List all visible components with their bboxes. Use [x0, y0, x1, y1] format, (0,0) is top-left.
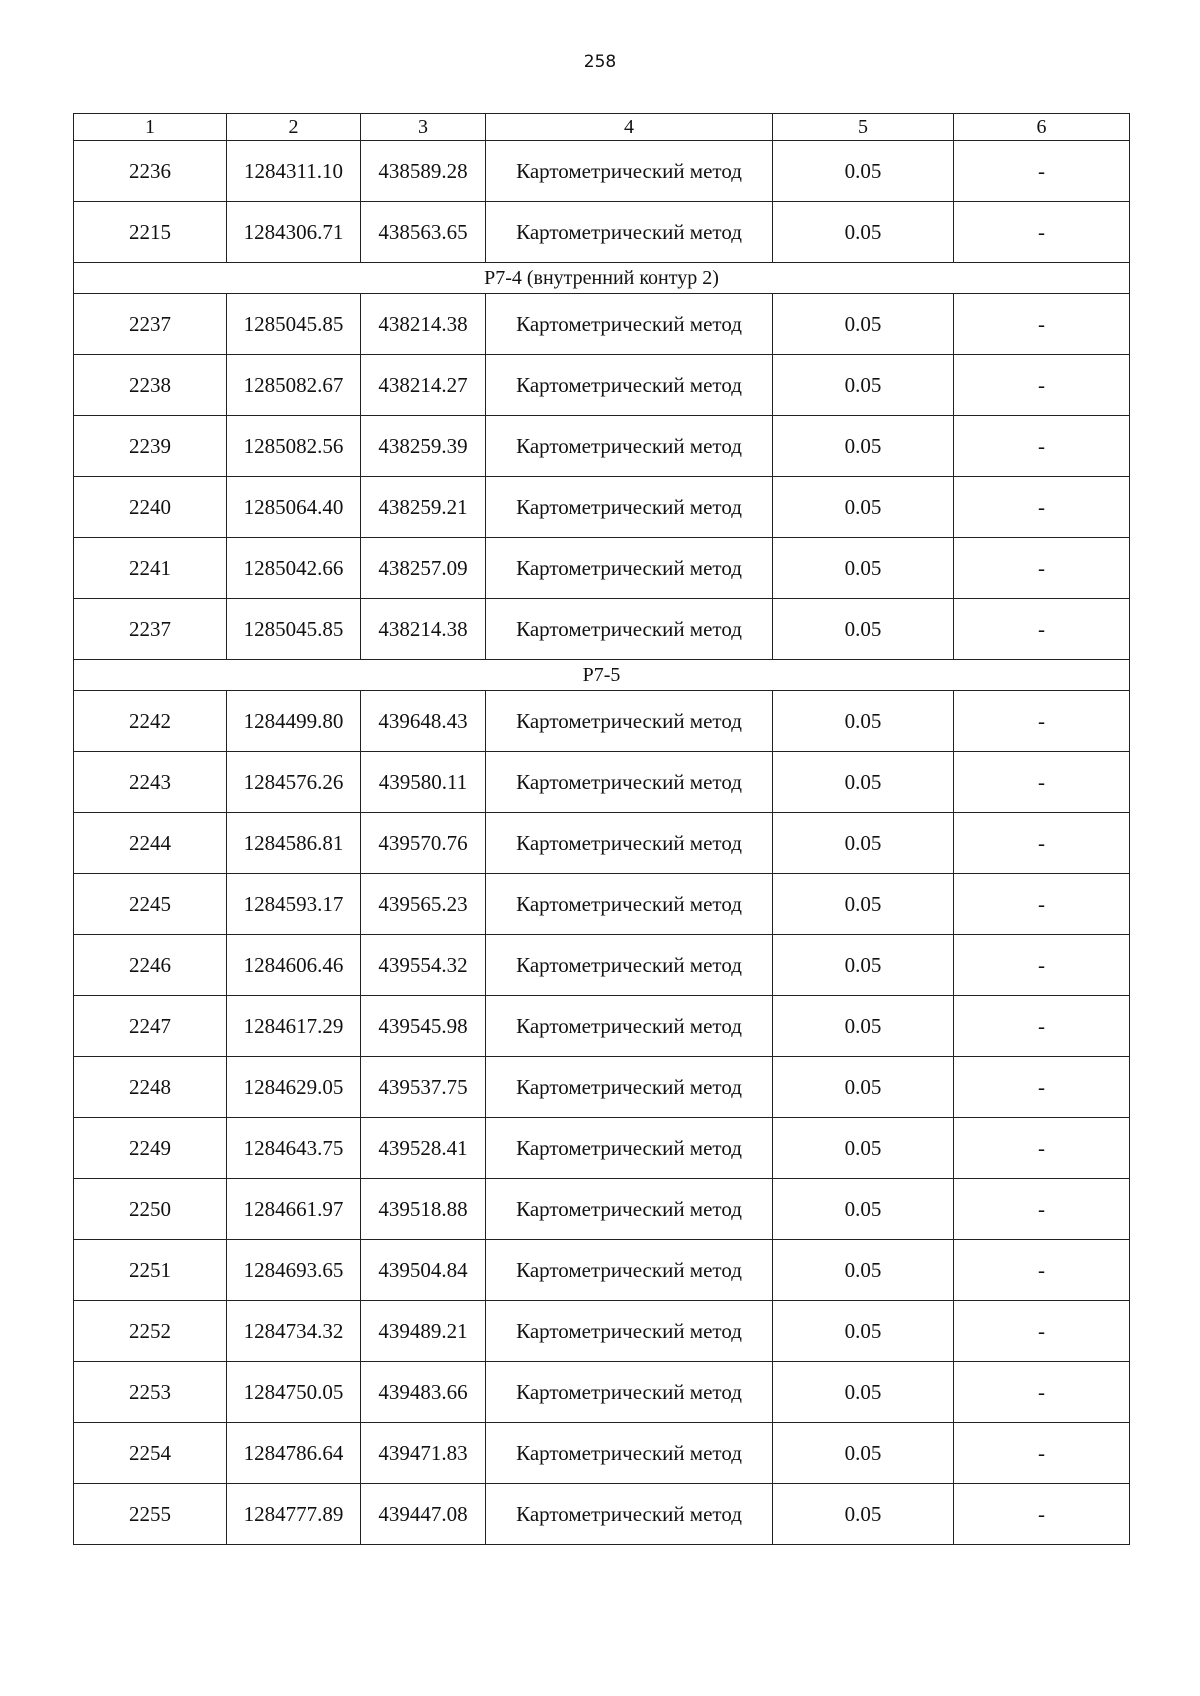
- column-header: 1: [74, 114, 227, 141]
- table-row: [74, 1240, 1130, 1301]
- table-row: [74, 202, 1130, 263]
- y-coordinate-cell: 439489.21: [361, 1301, 486, 1362]
- y-coordinate-cell: 439447.08: [361, 1484, 486, 1545]
- description-cell: -: [954, 416, 1130, 477]
- accuracy-cell: 0.05: [773, 874, 954, 935]
- description-cell: -: [954, 813, 1130, 874]
- column-header: 2: [227, 114, 361, 141]
- method-cell: Картометрический метод: [486, 996, 773, 1057]
- table-row: [74, 874, 1130, 935]
- description-cell: -: [954, 141, 1130, 202]
- x-coordinate-cell: 1284606.46: [227, 935, 361, 996]
- y-coordinate-cell: 438214.38: [361, 294, 486, 355]
- method-cell: Картометрический метод: [486, 1484, 773, 1545]
- x-coordinate-cell: 1285064.40: [227, 477, 361, 538]
- column-header: 5: [773, 114, 954, 141]
- point-number-cell: 2237: [74, 294, 227, 355]
- description-cell: -: [954, 874, 1130, 935]
- x-coordinate-cell: 1284311.10: [227, 141, 361, 202]
- x-coordinate-cell: 1285082.56: [227, 416, 361, 477]
- y-coordinate-cell: 439580.11: [361, 752, 486, 813]
- y-coordinate-cell: 439537.75: [361, 1057, 486, 1118]
- description-cell: -: [954, 1118, 1130, 1179]
- y-coordinate-cell: 438563.65: [361, 202, 486, 263]
- method-cell: Картометрический метод: [486, 202, 773, 263]
- method-cell: Картометрический метод: [486, 813, 773, 874]
- table-row: [74, 1423, 1130, 1484]
- point-number-cell: 2250: [74, 1179, 227, 1240]
- table-row: [74, 477, 1130, 538]
- method-cell: Картометрический метод: [486, 1362, 773, 1423]
- x-coordinate-cell: 1284586.81: [227, 813, 361, 874]
- y-coordinate-cell: 438257.09: [361, 538, 486, 599]
- method-cell: Картометрический метод: [486, 1301, 773, 1362]
- method-cell: Картометрический метод: [486, 477, 773, 538]
- x-coordinate-cell: 1284786.64: [227, 1423, 361, 1484]
- section-title: Р7-4 (внутренний контур 2): [74, 263, 1130, 294]
- table-row: [74, 355, 1130, 416]
- description-cell: -: [954, 691, 1130, 752]
- accuracy-cell: 0.05: [773, 1240, 954, 1301]
- x-coordinate-cell: 1284750.05: [227, 1362, 361, 1423]
- point-number-cell: 2254: [74, 1423, 227, 1484]
- point-number-cell: 2237: [74, 599, 227, 660]
- point-number-cell: 2244: [74, 813, 227, 874]
- description-cell: -: [954, 1240, 1130, 1301]
- table-row: [74, 813, 1130, 874]
- accuracy-cell: 0.05: [773, 141, 954, 202]
- method-cell: Картометрический метод: [486, 752, 773, 813]
- accuracy-cell: 0.05: [773, 1301, 954, 1362]
- y-coordinate-cell: 439483.66: [361, 1362, 486, 1423]
- table-row: [74, 416, 1130, 477]
- method-cell: Картометрический метод: [486, 1179, 773, 1240]
- accuracy-cell: 0.05: [773, 599, 954, 660]
- section-title: Р7-5: [74, 660, 1130, 691]
- method-cell: Картометрический метод: [486, 1423, 773, 1484]
- method-cell: Картометрический метод: [486, 538, 773, 599]
- point-number-cell: 2247: [74, 996, 227, 1057]
- y-coordinate-cell: 439518.88: [361, 1179, 486, 1240]
- description-cell: -: [954, 1423, 1130, 1484]
- y-coordinate-cell: 438259.21: [361, 477, 486, 538]
- point-number-cell: 2252: [74, 1301, 227, 1362]
- accuracy-cell: 0.05: [773, 1362, 954, 1423]
- point-number-cell: 2246: [74, 935, 227, 996]
- x-coordinate-cell: 1285045.85: [227, 294, 361, 355]
- accuracy-cell: 0.05: [773, 996, 954, 1057]
- accuracy-cell: 0.05: [773, 1057, 954, 1118]
- point-number-cell: 2248: [74, 1057, 227, 1118]
- x-coordinate-cell: 1284576.26: [227, 752, 361, 813]
- accuracy-cell: 0.05: [773, 416, 954, 477]
- description-cell: -: [954, 477, 1130, 538]
- y-coordinate-cell: 439648.43: [361, 691, 486, 752]
- description-cell: -: [954, 202, 1130, 263]
- table-row: [74, 1484, 1130, 1545]
- description-cell: -: [954, 294, 1130, 355]
- method-cell: Картометрический метод: [486, 355, 773, 416]
- x-coordinate-cell: 1284629.05: [227, 1057, 361, 1118]
- description-cell: -: [954, 752, 1130, 813]
- description-cell: -: [954, 996, 1130, 1057]
- x-coordinate-cell: 1284643.75: [227, 1118, 361, 1179]
- method-cell: Картометрический метод: [486, 874, 773, 935]
- table-body: [74, 114, 1130, 1545]
- accuracy-cell: 0.05: [773, 355, 954, 416]
- method-cell: Картометрический метод: [486, 294, 773, 355]
- description-cell: -: [954, 935, 1130, 996]
- table-row: [74, 141, 1130, 202]
- point-number-cell: 2239: [74, 416, 227, 477]
- x-coordinate-cell: 1284661.97: [227, 1179, 361, 1240]
- column-header: 6: [954, 114, 1130, 141]
- accuracy-cell: 0.05: [773, 1179, 954, 1240]
- y-coordinate-cell: 439565.23: [361, 874, 486, 935]
- section-row: [74, 263, 1130, 294]
- y-coordinate-cell: 439504.84: [361, 1240, 486, 1301]
- x-coordinate-cell: 1284693.65: [227, 1240, 361, 1301]
- y-coordinate-cell: 439545.98: [361, 996, 486, 1057]
- column-header: 3: [361, 114, 486, 141]
- description-cell: -: [954, 1179, 1130, 1240]
- table-row: [74, 599, 1130, 660]
- description-cell: -: [954, 1301, 1130, 1362]
- accuracy-cell: 0.05: [773, 477, 954, 538]
- x-coordinate-cell: 1284306.71: [227, 202, 361, 263]
- accuracy-cell: 0.05: [773, 935, 954, 996]
- y-coordinate-cell: 438214.27: [361, 355, 486, 416]
- method-cell: Картометрический метод: [486, 141, 773, 202]
- y-coordinate-cell: 439570.76: [361, 813, 486, 874]
- description-cell: -: [954, 1362, 1130, 1423]
- table-row: [74, 538, 1130, 599]
- x-coordinate-cell: 1285082.67: [227, 355, 361, 416]
- description-cell: -: [954, 538, 1130, 599]
- description-cell: -: [954, 599, 1130, 660]
- point-number-cell: 2236: [74, 141, 227, 202]
- description-cell: -: [954, 1484, 1130, 1545]
- y-coordinate-cell: 439528.41: [361, 1118, 486, 1179]
- accuracy-cell: 0.05: [773, 1423, 954, 1484]
- y-coordinate-cell: 438589.28: [361, 141, 486, 202]
- point-number-cell: 2245: [74, 874, 227, 935]
- table-header-row: [74, 114, 1130, 141]
- y-coordinate-cell: 438259.39: [361, 416, 486, 477]
- table-row: [74, 1179, 1130, 1240]
- column-header: 4: [486, 114, 773, 141]
- point-number-cell: 2255: [74, 1484, 227, 1545]
- x-coordinate-cell: 1285045.85: [227, 599, 361, 660]
- point-number-cell: 2241: [74, 538, 227, 599]
- accuracy-cell: 0.05: [773, 1484, 954, 1545]
- table-row: [74, 935, 1130, 996]
- method-cell: Картометрический метод: [486, 1057, 773, 1118]
- accuracy-cell: 0.05: [773, 294, 954, 355]
- x-coordinate-cell: 1285042.66: [227, 538, 361, 599]
- page-number: 258: [583, 52, 617, 72]
- section-row: [74, 660, 1130, 691]
- x-coordinate-cell: 1284617.29: [227, 996, 361, 1057]
- description-cell: -: [954, 1057, 1130, 1118]
- table-row: [74, 691, 1130, 752]
- x-coordinate-cell: 1284593.17: [227, 874, 361, 935]
- point-number-cell: 2249: [74, 1118, 227, 1179]
- method-cell: Картометрический метод: [486, 416, 773, 477]
- point-number-cell: 2243: [74, 752, 227, 813]
- table-row: [74, 752, 1130, 813]
- table-row: [74, 1057, 1130, 1118]
- table-row: [74, 1118, 1130, 1179]
- y-coordinate-cell: 439471.83: [361, 1423, 486, 1484]
- method-cell: Картометрический метод: [486, 935, 773, 996]
- method-cell: Картометрический метод: [486, 1240, 773, 1301]
- point-number-cell: 2240: [74, 477, 227, 538]
- point-number-cell: 2215: [74, 202, 227, 263]
- method-cell: Картометрический метод: [486, 1118, 773, 1179]
- x-coordinate-cell: 1284499.80: [227, 691, 361, 752]
- table-row: [74, 1301, 1130, 1362]
- method-cell: Картометрический метод: [486, 691, 773, 752]
- point-number-cell: 2253: [74, 1362, 227, 1423]
- point-number-cell: 2238: [74, 355, 227, 416]
- x-coordinate-cell: 1284777.89: [227, 1484, 361, 1545]
- table-row: [74, 1362, 1130, 1423]
- accuracy-cell: 0.05: [773, 813, 954, 874]
- y-coordinate-cell: 438214.38: [361, 599, 486, 660]
- description-cell: -: [954, 355, 1130, 416]
- accuracy-cell: 0.05: [773, 752, 954, 813]
- point-number-cell: 2242: [74, 691, 227, 752]
- accuracy-cell: 0.05: [773, 691, 954, 752]
- table-row: [74, 294, 1130, 355]
- method-cell: Картометрический метод: [486, 599, 773, 660]
- point-number-cell: 2251: [74, 1240, 227, 1301]
- accuracy-cell: 0.05: [773, 538, 954, 599]
- coordinates-table: [73, 113, 1130, 1545]
- table-row: [74, 996, 1130, 1057]
- accuracy-cell: 0.05: [773, 1118, 954, 1179]
- y-coordinate-cell: 439554.32: [361, 935, 486, 996]
- accuracy-cell: 0.05: [773, 202, 954, 263]
- x-coordinate-cell: 1284734.32: [227, 1301, 361, 1362]
